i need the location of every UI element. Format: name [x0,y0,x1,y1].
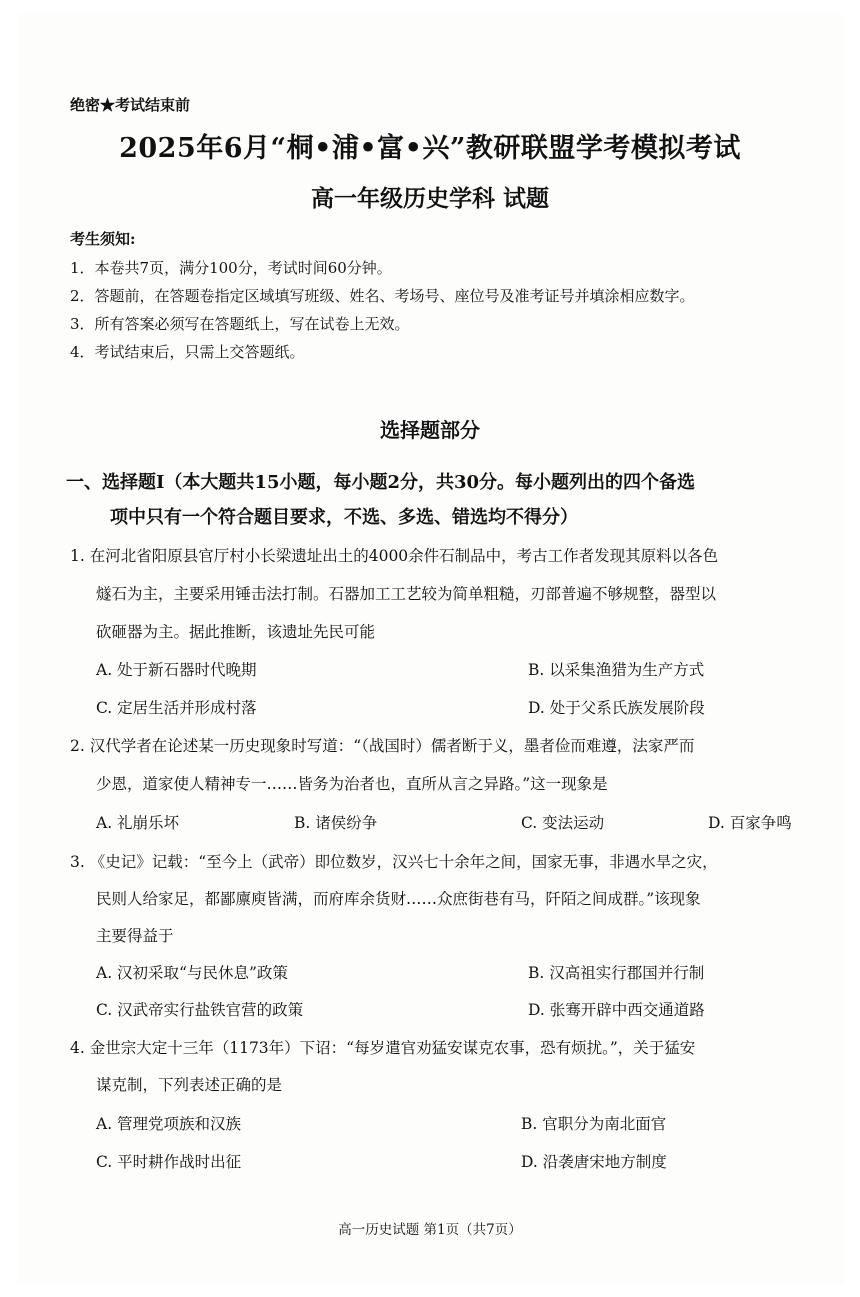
option-a: A. 礼崩乐坏 [96,814,180,832]
option-b: B. 汉高祖实行郡国并行制 [528,964,705,982]
section-title: 选择题部分 [380,418,480,442]
question-1-text: 1. 在河北省阳原县官厅村小长梁遗址出土的4000余件石制品中，考古工作者发现其原料以各色 [70,547,719,565]
option-b: B. 官职分为南北面官 [521,1115,667,1133]
option-c: C. 定居生活并形成村落 [96,699,257,717]
question-2-text: 少恩，道家使人精神专一……皆务为治者也，直所从言之异路。”这一现象是 [96,775,608,793]
question-3-text: 主要得益于 [96,927,174,945]
notice-item: 3．所有答案必须写在答题纸上，写在试卷上无效。 [70,315,410,333]
part-instructions: 项中只有一个符合题目要求，不选、多选、错选均不得分） [110,507,578,528]
confidential-label: 绝密★考试结束前 [70,96,191,114]
option-c: C. 变法运动 [521,814,605,832]
option-a: A. 处于新石器时代晚期 [96,661,257,679]
question-4-text: 4. 金世宗大定十三年（1173年）下诏：“每岁遣官劝猛安谋克农事，恐有烦扰。”，关于猛安 [70,1039,696,1057]
part-instructions: 一、选择题Ⅰ（本大题共15小题，每小题2分，共30分。每小题列出的四个备选 [66,472,696,493]
question-4-text: 谋克制，下列表述正确的是 [96,1076,283,1094]
notice-label: 考生须知: [70,230,136,248]
option-a: A. 管理党项族和汉族 [96,1115,242,1133]
option-d: D. 处于父系氏族发展阶段 [528,699,705,717]
option-b: B. 以采集渔猎为生产方式 [528,661,705,679]
option-d: D. 沿袭唐宋地方制度 [521,1153,667,1171]
option-d: D. 张骞开辟中西交通道路 [528,1001,705,1019]
option-b: B. 诸侯纷争 [294,814,378,832]
option-c: C. 汉武帝实行盐铁官营的政策 [96,1001,304,1019]
notice-item: 1．本卷共7页，满分100分，考试时间60分钟。 [70,259,392,277]
question-3-text: 民则人给家足，都鄙廪庾皆满，而府库余货财……众庶街巷有马，阡陌之间成群。”该现象 [96,890,701,908]
notice-item: 2．答题前，在答题卷指定区域填写班级、姓名、考场号、座位号及准考证号并填涂相应数字。 [70,287,695,305]
page-footer: 高一历史试题 第1页（共7页） [338,1222,522,1238]
option-d: D. 百家争鸣 [708,814,792,832]
exam-subtitle: 高一年级历史学科 试题 [310,185,549,212]
question-1-text: 砍砸器为主。据此推断，该遗址先民可能 [96,623,376,641]
option-c: C. 平时耕作战时出征 [96,1153,242,1171]
question-3-text: 3. 《史记》记载：“至今上（武帝）即位数岁，汉兴七十余年之间，国家无事，非遇水旱之灾， [70,853,718,871]
option-a: A. 汉初采取“与民休息”政策 [96,964,288,982]
question-2-text: 2. 汉代学者在论述某一历史现象时写道：“（战国时）儒者断于义，墨者俭而难遵，法家严而 [70,737,695,755]
notice-item: 4．考试结束后，只需上交答题纸。 [70,343,305,361]
question-1-text: 燧石为主，主要采用锤击法打制。石器加工工艺较为简单粗糙，刃部普遍不够规整，器型以 [96,585,717,603]
exam-title: 2025年6月“桐•浦•富•兴”教研联盟学考模拟考试 [119,133,741,164]
